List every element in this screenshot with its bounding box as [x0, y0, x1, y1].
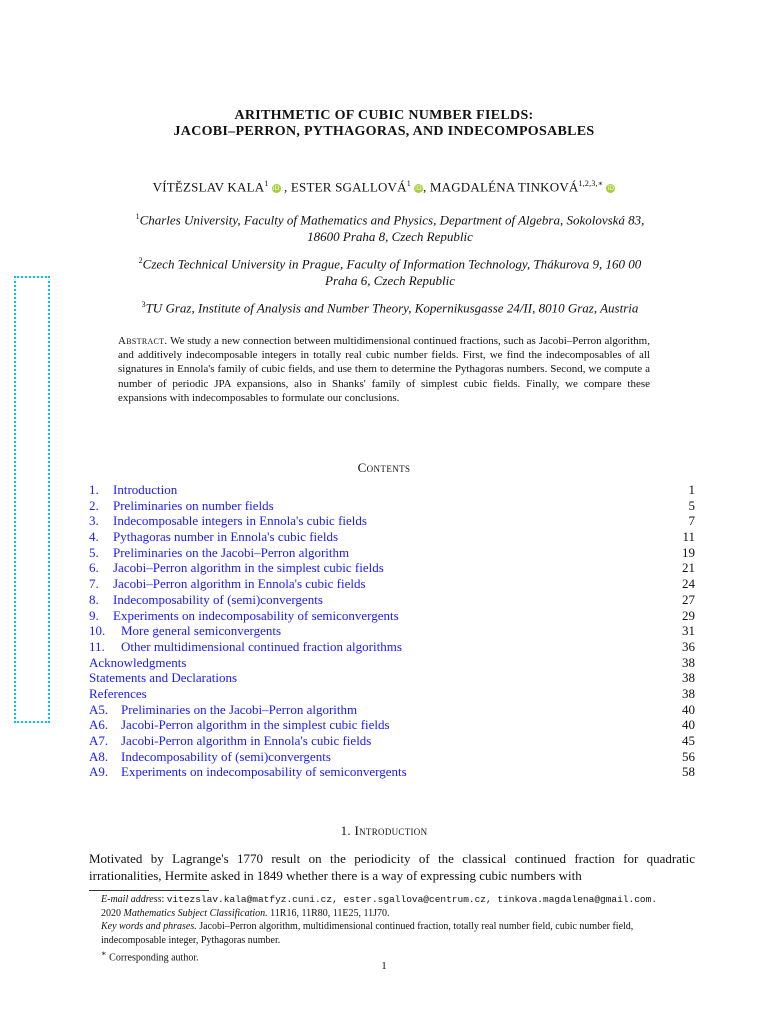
- toc-label: Jacobi–Perron algorithm in the simplest cubic fields: [113, 560, 384, 576]
- toc-label: Jacobi–Perron algorithm in Ennola's cubic fields: [113, 576, 366, 592]
- toc-item[interactable]: [89, 529, 695, 545]
- msc-label: Mathematics Subject Classification.: [123, 907, 268, 919]
- abstract-label: Abstract.: [118, 335, 168, 347]
- toc-number: 6.: [89, 560, 99, 576]
- toc-item[interactable]: [89, 592, 695, 608]
- toc-number: 3.: [89, 513, 99, 529]
- toc-label: Acknowledgments: [89, 654, 187, 670]
- contents-heading: Contents: [357, 460, 411, 475]
- abstract: [118, 334, 650, 405]
- toc-page: 38: [682, 654, 695, 670]
- toc-item[interactable]: [89, 545, 695, 561]
- toc-number: A8.: [89, 748, 109, 764]
- toc-label: Other multidimensional continued fraction algorithms: [121, 638, 402, 654]
- toc-page: 38: [682, 685, 695, 701]
- toc-page: 36: [682, 638, 695, 654]
- toc-page: 29: [682, 607, 695, 623]
- toc-number: A5.: [89, 701, 109, 717]
- toc-number: A9.: [89, 764, 109, 780]
- toc-page: 45: [682, 733, 695, 748]
- msc-codes: 11R16, 11R80, 11E25, 11J70.: [270, 907, 390, 919]
- table-of-contents: [89, 482, 695, 780]
- toc-number: A7.: [89, 733, 109, 748]
- orcid-icon[interactable]: iD: [272, 185, 280, 193]
- link-frame-border: [14, 276, 50, 723]
- author-affil-sup: 1: [406, 179, 411, 188]
- toc-item[interactable]: [89, 655, 695, 671]
- affiliation-sup: 2: [138, 256, 143, 265]
- keywords-text: Jacobi–Perron algorithm, multidimensional continued fraction, totally real number field, cubic number field, indecomposable integer, Pythagoras number.: [101, 921, 634, 946]
- affiliation-line: 18600 Praha 8, Czech Republic: [307, 229, 473, 245]
- toc-page: 24: [682, 576, 695, 592]
- email-separator: :: [161, 894, 167, 905]
- toc-page: 27: [682, 591, 695, 607]
- author-separator: ,: [422, 179, 430, 195]
- toc-label: References: [89, 685, 147, 701]
- toc-item[interactable]: [89, 764, 695, 780]
- toc-label: Preliminaries on the Jacobi–Perron algorithm: [113, 544, 350, 560]
- affiliation-sup: 1: [135, 212, 140, 221]
- footnote-email: [89, 893, 695, 907]
- msc-year: 2020: [101, 907, 121, 919]
- toc-item[interactable]: [89, 686, 695, 702]
- toc-number: 7.: [89, 576, 99, 592]
- toc-number: 9.: [89, 607, 99, 623]
- toc-label: Statements and Declarations: [89, 670, 238, 686]
- toc-page: 21: [682, 560, 695, 576]
- toc-number: 10.: [89, 623, 106, 639]
- affiliation-line: Charles University, Faculty of Mathematics and Physics, Department of Algebra, Sokolovská 83,: [139, 212, 645, 228]
- toc-number: 4.: [89, 529, 99, 545]
- toc-label: Jacobi-Perron algorithm in the simplest cubic fields: [121, 717, 390, 733]
- toc-number: 8.: [89, 591, 99, 607]
- toc-label: Experiments on indecomposability of semiconvergents: [113, 607, 399, 623]
- section-heading: [0, 823, 768, 839]
- toc-label: Experiments on indecomposability of semiconvergents: [121, 764, 407, 780]
- toc-page: 58: [682, 764, 695, 780]
- keywords-label: Key words and phrases.: [101, 921, 197, 933]
- author-affil-sup: 1,2,3,∗: [578, 179, 604, 188]
- toc-number: 1.: [89, 482, 99, 497]
- author-name: MAGDALÉNA TINKOVÁ: [429, 179, 579, 195]
- abstract-text: We study a new connection between multidimensional continued fractions, such as Jacobi–Perron algorithm, and additively indecomposable integers in totally real cubic number fields. First, we find the indecomposables of all signatures in Ennola's family of cubic fields, and use them to determine the Pythagoras numbers. Second, we compute a number of periodic JPA expansions, also in Shanks' family of simplest cubic fields. Finally, we compare these expansions with indecomposables to formulate our conclusions.: [118, 335, 650, 404]
- toc-page: 5: [688, 497, 695, 513]
- toc-page: 40: [682, 701, 695, 717]
- toc-page: 7: [688, 513, 695, 529]
- section-number: 1.: [340, 823, 351, 838]
- toc-page: 1: [688, 482, 695, 497]
- toc-page: 38: [682, 670, 695, 686]
- toc-item[interactable]: [89, 639, 695, 655]
- toc-label: Preliminaries on number fields: [113, 497, 274, 513]
- page-number: 1: [381, 960, 387, 972]
- email-list[interactable]: vitezslav.kala@matfyz.cuni.cz, ester.sgallova@centrum.cz, tinkova.magdalena@gmail.com.: [166, 894, 658, 905]
- toc-item[interactable]: [89, 608, 695, 624]
- affiliation-3: [90, 296, 690, 316]
- toc-item[interactable]: [89, 749, 695, 765]
- footnotes: [89, 890, 695, 965]
- toc-page: 56: [682, 748, 695, 764]
- footnote-msc: [89, 907, 695, 921]
- affiliation-2: [90, 252, 690, 289]
- toc-item[interactable]: [89, 560, 695, 576]
- toc-label: Pythagoras number in Ennola's cubic fields: [113, 529, 339, 545]
- author-list: [0, 179, 768, 195]
- affiliation-line: TU Graz, Institute of Analysis and Number Theory, Kopernikusgasse 24/II, 8010 Graz, Austria: [145, 300, 639, 316]
- toc-number: 5.: [89, 544, 99, 560]
- toc-item[interactable]: [89, 513, 695, 529]
- author-separator: ,: [280, 179, 291, 195]
- section-title: Introduction: [354, 823, 428, 838]
- toc-page: 31: [682, 623, 695, 639]
- toc-label: Indecomposable integers in Ennola's cubic fields: [113, 513, 367, 529]
- affiliation-line: Praha 6, Czech Republic: [325, 273, 455, 289]
- corresponding-mark: ∗: [101, 949, 107, 959]
- toc-number: 2.: [89, 497, 99, 513]
- author-affil-sup: 1: [264, 179, 269, 188]
- toc-label: Indecomposability of (semi)convergents: [113, 591, 323, 607]
- toc-item[interactable]: [89, 482, 695, 498]
- toc-item[interactable]: [89, 670, 695, 686]
- affiliation-line: Czech Technical University in Prague, Faculty of Information Technology, Thákurova 9, 160 00: [142, 256, 642, 272]
- toc-item[interactable]: [89, 623, 695, 639]
- toc-number: 11.: [89, 638, 105, 654]
- corresponding-text: Corresponding author.: [109, 952, 199, 964]
- author-name: VÍTĚZSLAV KALA: [152, 179, 265, 195]
- toc-label: Introduction: [113, 482, 178, 497]
- toc-page: 11: [682, 529, 695, 545]
- orcid-icon[interactable]: iD: [415, 185, 422, 193]
- affiliation-1: [90, 208, 690, 245]
- toc-item[interactable]: [89, 576, 695, 592]
- toc-label: More general semiconvergents: [121, 623, 282, 639]
- toc-page: 40: [682, 717, 695, 733]
- orcid-icon[interactable]: iD: [607, 185, 615, 193]
- toc-item[interactable]: [89, 498, 695, 514]
- toc-item[interactable]: [89, 702, 695, 718]
- toc-label: Jacobi-Perron algorithm in Ennola's cubic fields: [121, 733, 372, 748]
- email-label: E-mail address: [101, 894, 162, 905]
- paper-title-line2: JACOBI–PERRON, PYTHAGORAS, AND INDECOMPOSABLES: [173, 124, 595, 139]
- affiliation-sup: 3: [141, 300, 146, 309]
- footnote-keywords: [89, 920, 695, 947]
- toc-item[interactable]: [89, 717, 695, 733]
- toc-label: Preliminaries on the Jacobi–Perron algorithm: [121, 701, 358, 717]
- toc-number: A6.: [89, 717, 109, 733]
- toc-page: 19: [682, 544, 695, 560]
- paper-title-line1: ARITHMETIC OF CUBIC NUMBER FIELDS:: [234, 108, 534, 123]
- toc-label: Indecomposability of (semi)convergents: [121, 748, 331, 764]
- author-name: ESTER SGALLOVÁ: [290, 179, 407, 195]
- footnote-rule: [89, 890, 209, 891]
- toc-item[interactable]: [89, 733, 695, 749]
- intro-paragraph: Motivated by Lagrange's 1770 result on the periodicity of the classical continued fraction for quadratic irrationalities, Hermite asked in 1849 whether there is a way of expressing cubic numbers with: [89, 851, 695, 883]
